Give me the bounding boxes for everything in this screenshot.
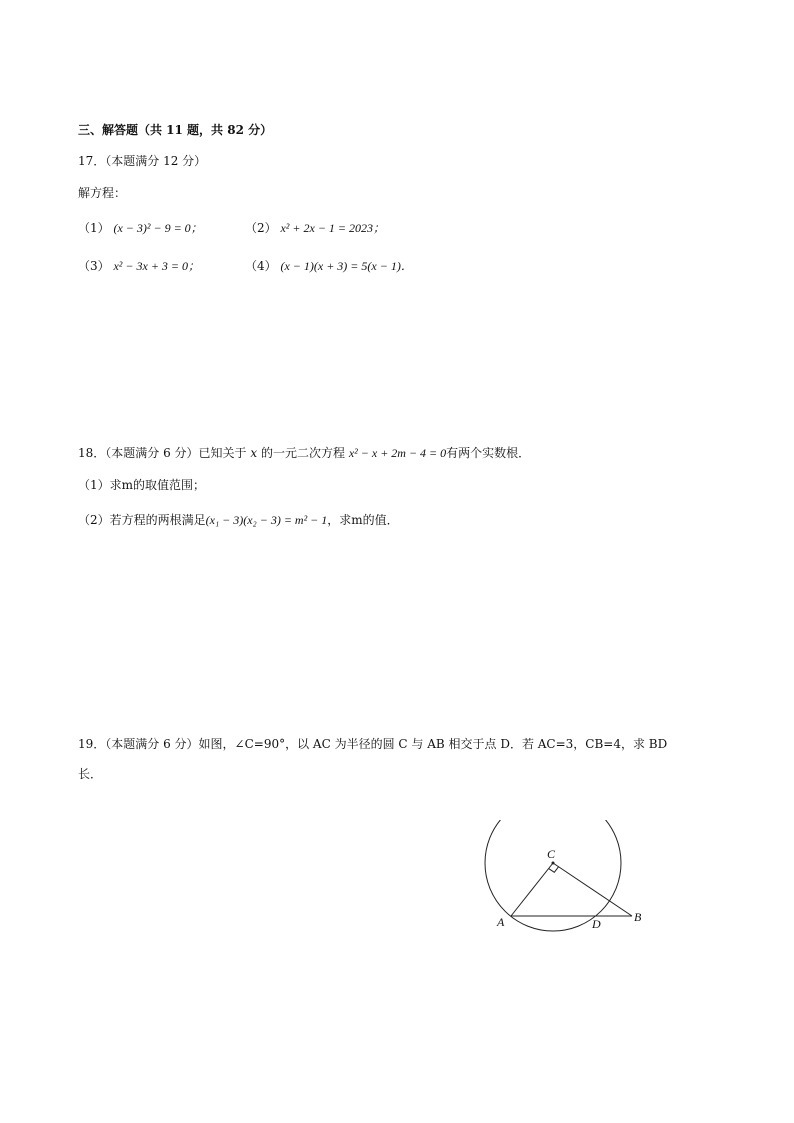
q17-part-1-equation: (x − 3)² − 9 = 0；	[113, 221, 203, 235]
q18-stem-a: 已知关于	[198, 446, 247, 460]
q19-figure	[480, 820, 650, 940]
q17-part-2-equation: x² + 2x − 1 = 2023；	[280, 221, 386, 235]
section-title: 三、解答题（共 11 题，共 82 分）	[78, 123, 273, 137]
q18-stem-b: 的一元二次方程	[261, 446, 346, 460]
q17-part-2	[245, 219, 385, 237]
label-c: C	[547, 847, 556, 861]
q17-part-4	[245, 257, 413, 275]
q18-equation: x² − x + 2m − 4 = 0	[348, 446, 447, 460]
q18-part-2	[78, 511, 399, 529]
circle-c	[485, 820, 621, 931]
q17-instruction: 解方程：	[78, 186, 127, 200]
q19-stem	[78, 735, 667, 753]
q19-line-2: 长．	[78, 767, 103, 781]
q17-part-4-label: （4）	[245, 259, 277, 273]
q17-header: 17．（本题满分 12 分）	[78, 154, 207, 168]
q19-line-1: 如图，∠C=90°，以 AC 为半径的圆 C 与 AB 相交于点 D．若 AC=3，CB=4，求 BD	[198, 737, 668, 751]
q18-part-2-equation: (x₁ − 3)(x₂ − 3) = m² − 1	[205, 513, 328, 527]
q17-part-4-equation: (x − 1)(x + 3) = 5(x − 1)．	[280, 259, 413, 273]
q17-part-3-equation: x² − 3x + 3 = 0；	[113, 259, 201, 273]
q17-part-3	[78, 257, 200, 275]
right-angle-mark	[549, 867, 559, 873]
q17-part-2-label: （2）	[245, 221, 277, 235]
q18-part-2-b: ，求m的值．	[327, 513, 399, 527]
q18-part-1: （1）求m的取值范围；	[78, 478, 206, 492]
q18-header: 18．（本题满分 6 分）	[78, 446, 199, 460]
segment-ac	[511, 863, 553, 916]
q18-stem-c: 有两个实数根．	[446, 446, 531, 460]
q19-header: 19．（本题满分 6 分）	[78, 737, 199, 751]
q18-var-x: x	[250, 446, 258, 460]
label-d: D	[592, 917, 601, 931]
q17-part-1-label: （1）	[78, 221, 110, 235]
q17-part-1	[78, 219, 203, 237]
label-b: B	[634, 910, 642, 924]
q17-part-3-label: （3）	[78, 259, 110, 273]
label-a: A	[497, 915, 505, 929]
q18-part-2-a: （2）若方程的两根满足	[78, 513, 206, 527]
center-point	[552, 862, 555, 865]
q18-stem	[78, 444, 530, 462]
